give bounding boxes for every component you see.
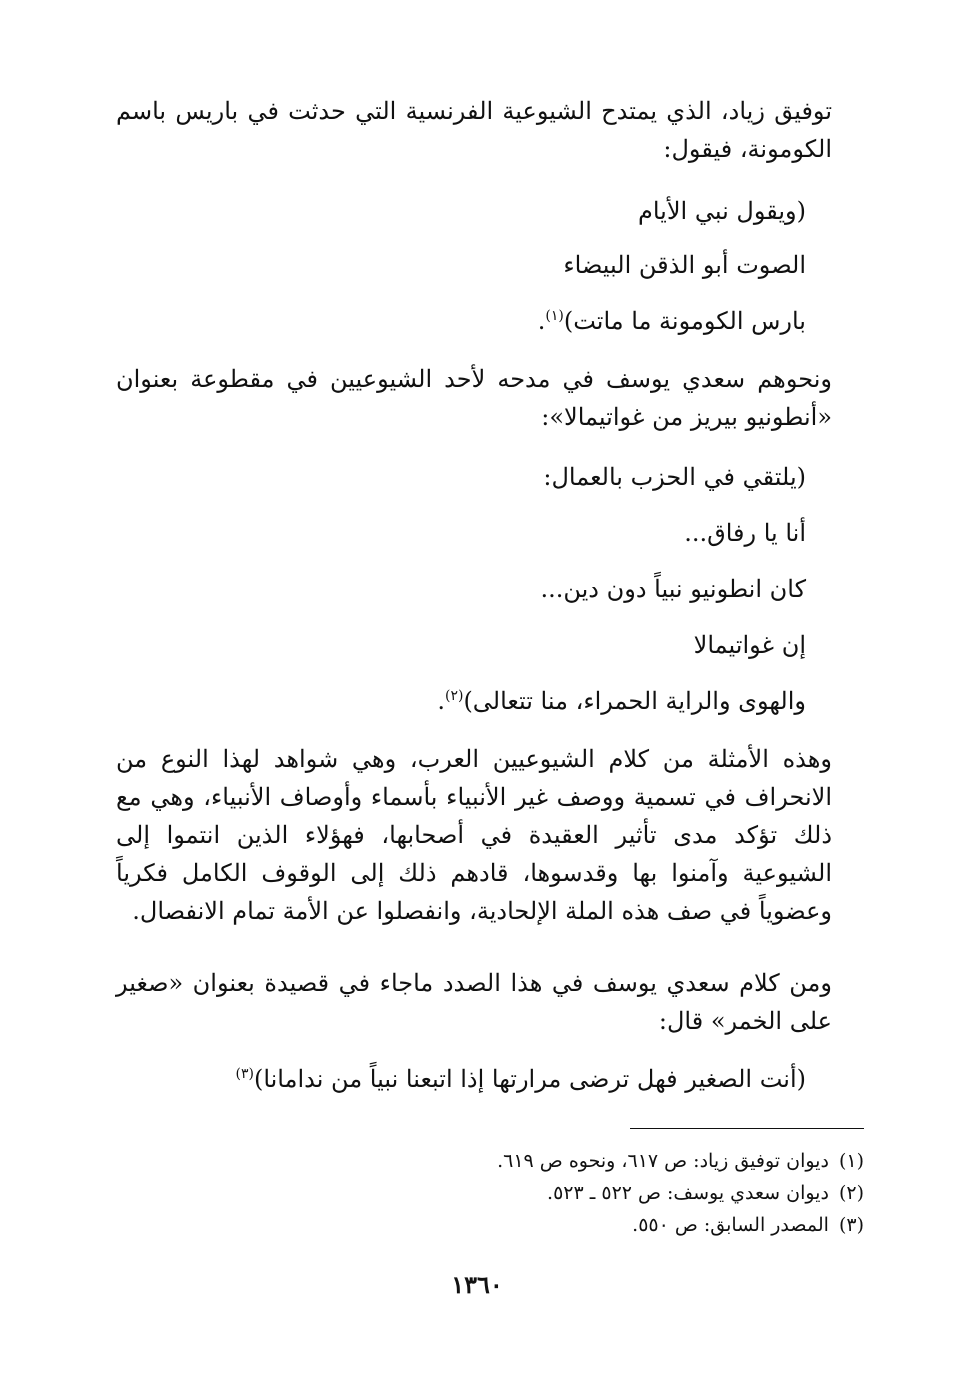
verse-3-line-1: (أنت الصغير فهل ترضى مرارتها إذا اتبعنا نبياً من ندامانا) (253, 1065, 806, 1093)
verse-2-line-4: إن غواتيمالا (693, 631, 806, 659)
paragraph-3: وهذه الأمثلة من كلام الشيوعيين العرب، وهي شواهد لهذا النوع من الانحراف في تسمية ووصف غير الأنبياء بأسماء وأوصاف الأنبياء، وهي مع ذلك تؤكد مدى تأثير العقيدة في أصحابها، فهؤلاء الذين انتموا إلى الشيوعية وآمنوا بها وقدسوها، قادهم ذلك إلى الوقوف الكامل فكرياً وعضوياً في صف هذه الملة الإلحادية، وانفصلوا عن الأمة تمام الانفصال. (116, 745, 832, 925)
verse-1-line-1: (ويقول نبي الأيام (638, 197, 806, 225)
footnote-1 (497, 1146, 864, 1176)
verse-2-line-2: أنا يا رفاق... (684, 519, 806, 547)
footnote-2-number: (٢) (838, 1182, 864, 1204)
verse-2-line-5-wrapper (437, 682, 806, 720)
verse-1-line-3-wrapper (538, 302, 806, 340)
footnote-2-text: ديوان سعدي يوسف: ص ٥٢٢ ـ ٥٢٣. (547, 1182, 829, 1204)
verse-3-line-1-wrapper (235, 1060, 806, 1098)
paragraph-2: ونحوهم سعدي يوسف في مدحه لأحد الشيوعيين في مقطوعة بعنوان «أنطونيو بيريز من غواتيمالا»: (116, 365, 832, 431)
verse-2-end-mark: . (437, 687, 445, 715)
verse-2-line-5: والهوى والراية الحمراء، منا تتعالى) (463, 687, 806, 715)
footnote-1-text: ديوان توفيق زياد: ص ٦١٧، ونحوه ص ٦١٩. (497, 1150, 829, 1172)
verse-1-line-2: الصوت أبو الذقن البيضاء (563, 251, 806, 279)
footnote-ref-1: (١) (545, 308, 564, 324)
paragraph-4: ومن كلام سعدي يوسف في هذا الصدد ماجاء في قصيدة بعنوان «صغير على الخمر» قال: (116, 969, 832, 1035)
paragraph-1: توفيق زياد، الذي يمتدح الشيوعية الفرنسية التي حدثت في باريس باسم الكومونة، فيقول: (116, 97, 833, 163)
verse-1-line-3: بارس الكومونة ما ماتت) (563, 307, 806, 335)
verse-2-line-1: (يلتقي في الحزب بالعمال: (543, 463, 806, 491)
verse-2-line-3: كان انطونيو نبياً دون دين... (540, 575, 806, 603)
page-number: ١٣٦٠ (451, 1270, 503, 1299)
footnote-ref-2: (٢) (444, 688, 464, 704)
footnote-3-text: المصدر السابق: ص ٥٥٠. (632, 1214, 829, 1236)
footnote-2 (547, 1178, 864, 1208)
footnote-separator (630, 1128, 864, 1129)
footnote-ref-3: (٣) (235, 1066, 254, 1082)
footnote-1-number: (١) (838, 1150, 864, 1172)
verse-1-end-mark: . (537, 307, 546, 335)
footnote-3 (632, 1210, 864, 1240)
footnote-3-number: (٣) (838, 1214, 864, 1236)
